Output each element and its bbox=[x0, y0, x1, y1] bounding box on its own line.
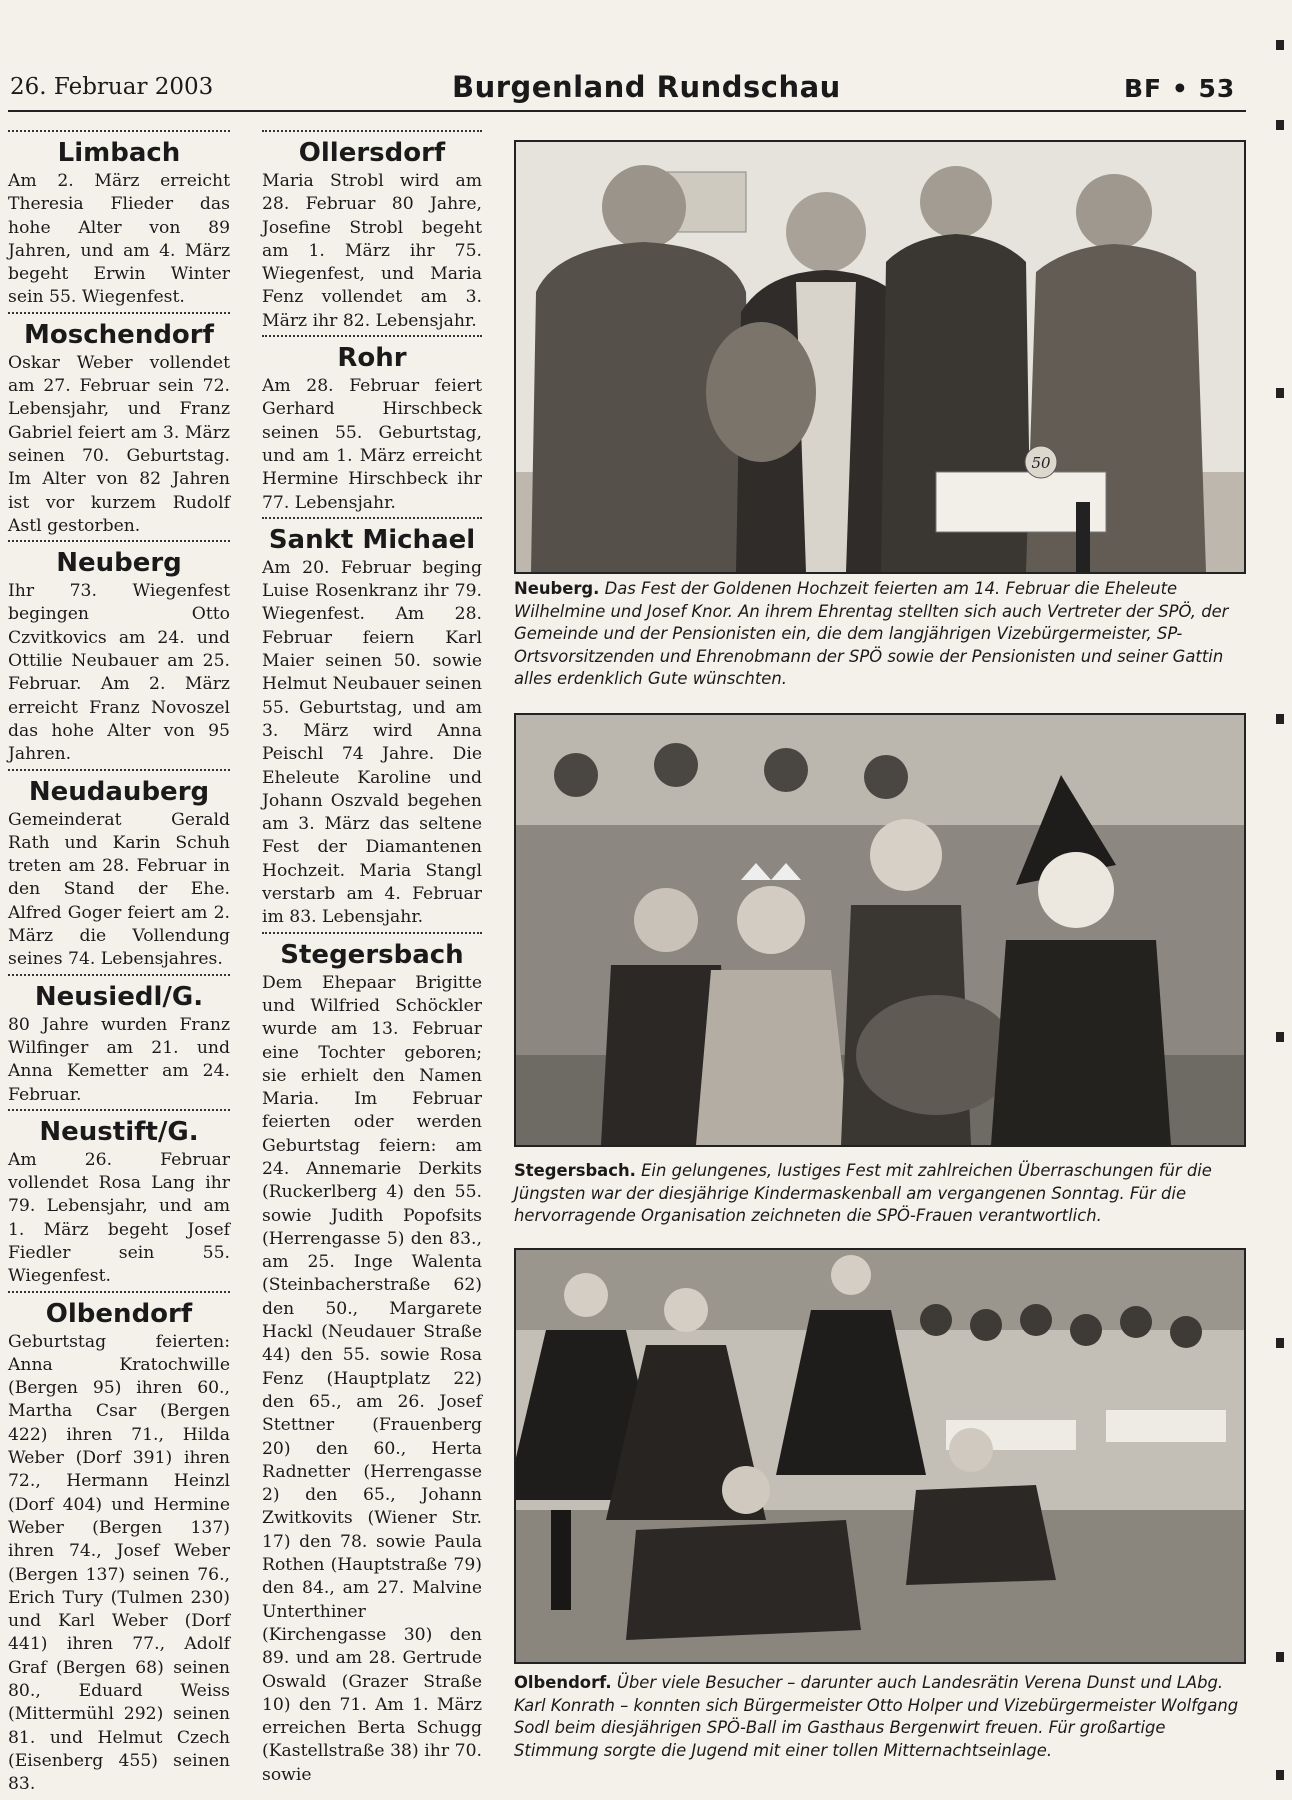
news-text: Oskar Weber vollendet am 27. Februar sein 72. Lebensjahr, und Franz Gabriel feiert am 3. März seinen 70. Geburtstag. Im Alter von 82 Jahren ist vor kurzem Rudolf Astl gestorben. bbox=[8, 352, 230, 536]
scan-mark bbox=[1276, 1338, 1284, 1348]
photo-illustration bbox=[516, 1250, 1244, 1662]
news-text: Dem Ehepaar Brigitte und Wilfried Schöckler wurde am 13. Februar eine Tochter geboren; sie erhielt den Namen Maria. Im Februar feierten oder werden Geburtstag feiern: am 24. Annemarie Derkits (Ruckerlberg 4) den 55. sowie Judith Popofsits (Herrengasse 5) den 83., am 25. Inge Walenta (Steinbacherstraße 62) den 50., Margarete Hackl (Neudauer Straße 44) den 55. sowie Rosa Fenz (Hauptplatz 22) den 65., am 26. Josef Stettner (Frauenberg 20) den 60., Herta Radnetter (Herrengasse 2) den 65., Johann Zwitkovits (Wiener Str. 17) den 78. sowie Paula Rothen (Hauptstraße 79) den 84., am 27. Malvine Unterthiner (Kirchengasse 30) den 89. und am 28. Gertrude Oswald (Grazer Straße 10) den 71. Am 1. März erreichen Berta Schugg (Kastellstraße 38) ihr 70. sowie bbox=[262, 972, 482, 1785]
caption-olbendorf bbox=[514, 1672, 1242, 1762]
news-item bbox=[262, 932, 482, 1787]
news-item bbox=[8, 130, 230, 310]
news-column-2 bbox=[262, 128, 482, 1787]
photo-stegersbach-masked-ball bbox=[514, 713, 1246, 1147]
news-item bbox=[8, 769, 230, 972]
caption-text: Das Fest der Goldenen Hochzeit feierten am 14. Februar die Eheleute Wilhelmine und Josef Knor. An ihrem Ehrentag stellten sich auch Vertreter der SPÖ, der Gemeinde und der Pensionisten ein, die dem langjährigen Vizebürgermeister, SP-Ortsvorsitzenden und Ehrenobmann der SPÖ sowie der Pensionisten und seiner Gattin alles erdenklich Gute wünschten. bbox=[514, 579, 1229, 688]
scan-mark bbox=[1276, 1032, 1284, 1042]
place-heading: Sankt Michael bbox=[268, 524, 476, 555]
place-heading: Ollersdorf bbox=[298, 138, 446, 168]
dotted-divider bbox=[8, 312, 230, 314]
caption-place: Stegersbach. bbox=[514, 1161, 636, 1180]
news-text: Geburtstag feierten: Anna Kratochwille (Bergen 95) ihren 60., Martha Csar (Bergen 422) ihren 71., Hilda Weber (Dorf 391) ihren 72., Hermann Heinzl (Dorf 404) und Hermine Weber (Bergen 137) ihren 74., Josef Weber (Bergen 137) seinen 76., Erich Tury (Tulmen 230) und Karl Weber (Dorf 441) ihren 77., Adolf Graf (Bergen 68) seinen 80., Eduard Weiss (Mittermühl 292) seinen 81. und Helmut Czech (Eisenberg 455) seinen 83. bbox=[8, 1331, 230, 1795]
news-text: Am 28. Februar feiert Gerhard Hirschbeck seinen 55. Geburtstag, und am 1. März erreicht Hermine Hirschbeck ihr 77. Lebensjahr. bbox=[262, 376, 482, 513]
news-text: Am 20. Februar beging Luise Rosenkranz ihr 79. Wiegenfest. Am 28. Februar feiern Karl Maier seinen 50. sowie Helmut Neubauer seinen 55. Geburtstag, und am 3. März wird Anna Peischl 74 Jahre. Die Eheleute Karoline und Johann Oszvald begehen am 3. März das seltene Fest der Diamantenen Hochzeit. Maria Stangl verstarb am 4. Februar im 83. Lebensjahr. bbox=[262, 557, 482, 928]
caption-stegersbach bbox=[514, 1160, 1242, 1228]
place-heading: Rohr bbox=[337, 343, 407, 374]
dotted-divider bbox=[262, 130, 482, 132]
photo-illustration bbox=[516, 715, 1244, 1145]
caption-text: Ein gelungenes, lustiges Fest mit zahlreichen Überraschungen für die Jüngsten war der diesjährige Kindermaskenball am vergangenen Sonntag. Für die hervorragende Organisation zeichneten die SPÖ-Frauen verantwortlich. bbox=[514, 1161, 1212, 1225]
place-heading: Limbach bbox=[57, 138, 181, 168]
scan-mark bbox=[1276, 714, 1284, 724]
caption-neuberg bbox=[514, 578, 1242, 691]
news-item bbox=[262, 130, 482, 333]
caption-text: Über viele Besucher – darunter auch Landesrätin Verena Dunst und LAbg. Karl Konrath – konnten sich Bürgermeister Otto Holper und Vizebürgermeister Wolfgang Sodl beim diesjährigen SPÖ-Ball im Gasthaus Bergenwirt freuen. Für großartige Stimmung sorgte die Jugend mit einer tollen Mitternachtseinlage. bbox=[514, 1673, 1239, 1760]
news-text: Ihr 73. Wiegenfest begingen Otto Czvitkovics am 24. und Ottilie Neubauer am 25. Februar. Am 2. März erreicht Franz Novoszel das hohe Alter von 95 Jahren. bbox=[8, 581, 230, 765]
place-heading: Neusiedl/G. bbox=[34, 981, 204, 1012]
news-text: Am 2. März erreicht Theresia Flieder das hohe Alter von 89 Jahren, und am 4. März begeht Erwin Winter sein 55. Wiegenfest. bbox=[8, 171, 230, 308]
photo-olbendorf-ball bbox=[514, 1248, 1246, 1664]
dotted-divider bbox=[262, 335, 482, 337]
news-text: Gemeinderat Gerald Rath und Karin Schuh treten am 28. Februar in den Stand der Ehe. Alfred Goger feiert am 2. März die Vollendung seines 74. Lebensjahres. bbox=[8, 809, 230, 970]
caption-place: Olbendorf. bbox=[514, 1673, 612, 1692]
news-column-1 bbox=[8, 128, 230, 1797]
place-heading: Stegersbach bbox=[280, 939, 464, 970]
news-item bbox=[8, 1109, 230, 1289]
page-number: BF • 53 bbox=[1124, 74, 1236, 103]
anniversary-badge: 50 bbox=[1031, 454, 1051, 472]
place-heading: Neustift/G. bbox=[39, 1116, 199, 1147]
news-text: Am 26. Februar vollendet Rosa Lang ihr 79. Lebensjahr, und am 1. März begeht Josef Fiedler sein 55. Wiegenfest. bbox=[8, 1149, 230, 1287]
news-item bbox=[8, 312, 230, 538]
news-item bbox=[8, 974, 230, 1107]
newspaper-title: Burgenland Rundschau bbox=[452, 70, 841, 104]
scan-mark bbox=[1276, 1652, 1284, 1662]
dotted-divider bbox=[8, 974, 230, 976]
dotted-divider bbox=[8, 1291, 230, 1293]
scan-mark bbox=[1276, 120, 1284, 130]
scan-mark bbox=[1276, 1770, 1284, 1780]
news-item bbox=[262, 335, 482, 515]
scan-mark bbox=[1276, 388, 1284, 398]
photo-neuberg-golden-wedding bbox=[514, 140, 1246, 574]
place-heading: Neudauberg bbox=[28, 776, 210, 807]
dotted-divider bbox=[8, 1109, 230, 1111]
dotted-divider bbox=[8, 130, 230, 132]
place-heading: Moschendorf bbox=[24, 319, 214, 350]
caption-place: Neuberg. bbox=[514, 579, 600, 598]
scan-mark bbox=[1276, 40, 1284, 50]
news-item bbox=[8, 1291, 230, 1797]
news-item bbox=[8, 540, 230, 766]
news-item bbox=[262, 517, 482, 930]
dotted-divider bbox=[8, 769, 230, 771]
dotted-divider bbox=[262, 932, 482, 934]
dotted-divider bbox=[262, 517, 482, 519]
place-heading: Neuberg bbox=[56, 548, 182, 579]
page-date: 26. Februar 2003 bbox=[10, 74, 214, 100]
place-heading: Olbendorf bbox=[45, 1298, 193, 1329]
news-text: 80 Jahre wurden Franz Wilfinger am 21. und Anna Kemetter am 24. Februar. bbox=[8, 1014, 230, 1105]
photo-illustration bbox=[516, 142, 1244, 572]
news-text: Maria Strobl wird am 28. Februar 80 Jahre, Josefine Strobl begeht am 1. März ihr 75. Wiegenfest, und Maria Fenz vollendet am 3. März ihr 82. Lebensjahr. bbox=[262, 171, 482, 331]
header-rule bbox=[8, 110, 1246, 112]
dotted-divider bbox=[8, 540, 230, 542]
